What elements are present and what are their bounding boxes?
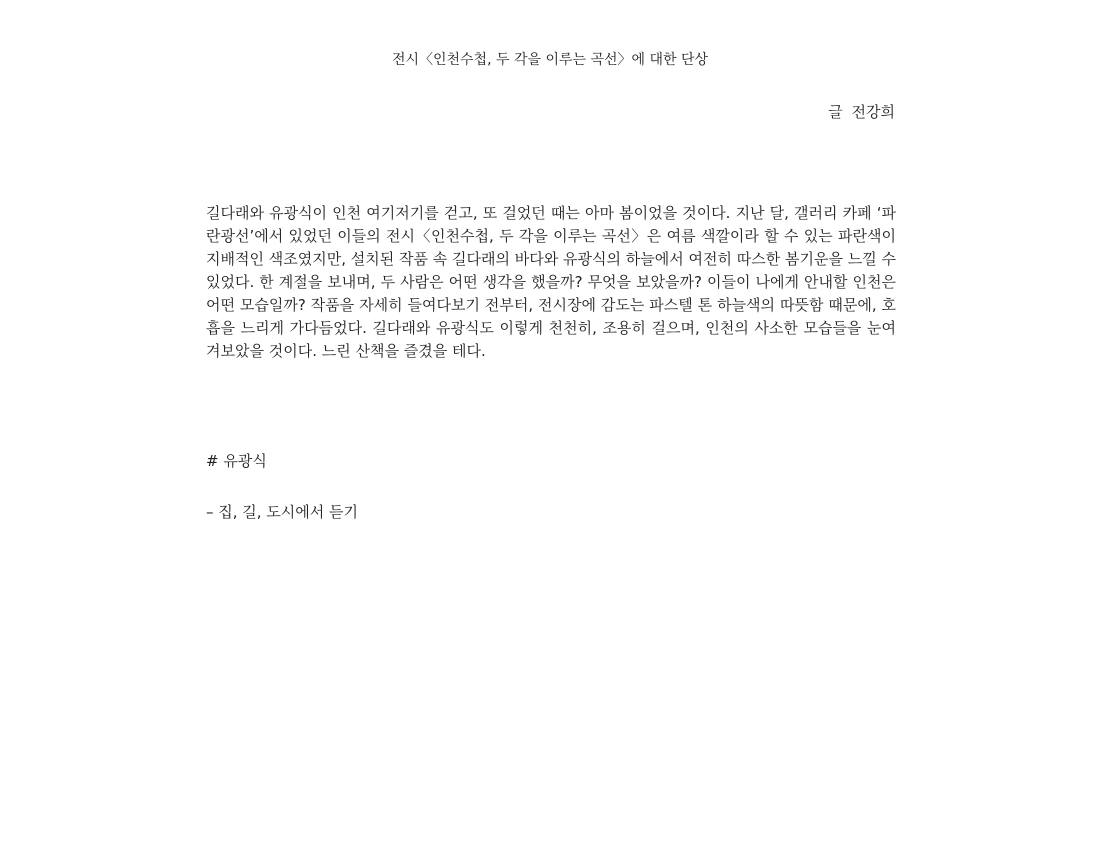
sub-heading: – 집, 길, 도시에서 듣기 [206, 503, 359, 521]
author-byline: 글 전강희 [828, 103, 895, 121]
document-title: 전시〈인천수첩, 두 각을 이루는 곡선〉에 대한 단상 [391, 52, 709, 68]
paragraph-text: 길다래와 유광식이 인천 여기저기를 걷고, 또 걸었던 때는 아마 봄이었을 것이다. 지난 달, 갤러리 카페 ‘파란광선’에서 있었던 이들의 전시〈인천수첩, 두 각을 이루는 곡선〉은 여름 색깔이라 할 수 있는 파란색이 지배적인 색조였지만, 설치된 작품 속 길다래의 바다와 유광식의 하늘에서 여전히 따스한 봄기운을 느낄 수 있었다. 한 계절을 보내며, 두 사람은 어떤 생각을 했을까? 무엇을 보았을까? 이들이 나에게 안내할 인천은 어떤 모습일까? 작품을 자세히 들여다보기 전부터, 전시장에 감도는 파스텔 톤 하늘색의 따뜻함 때문에, 호흡을 느리게 가다듬었다. 길다래와 유광식도 이렇게 천천히, 조용히 걸으며, 인천의 사소한 모습들을 눈여겨보았을 것이다. 느린 산책을 즐겼을 테다. [206, 204, 896, 360]
section-heading: # 유광식 [206, 452, 267, 470]
body-paragraph [206, 202, 896, 363]
